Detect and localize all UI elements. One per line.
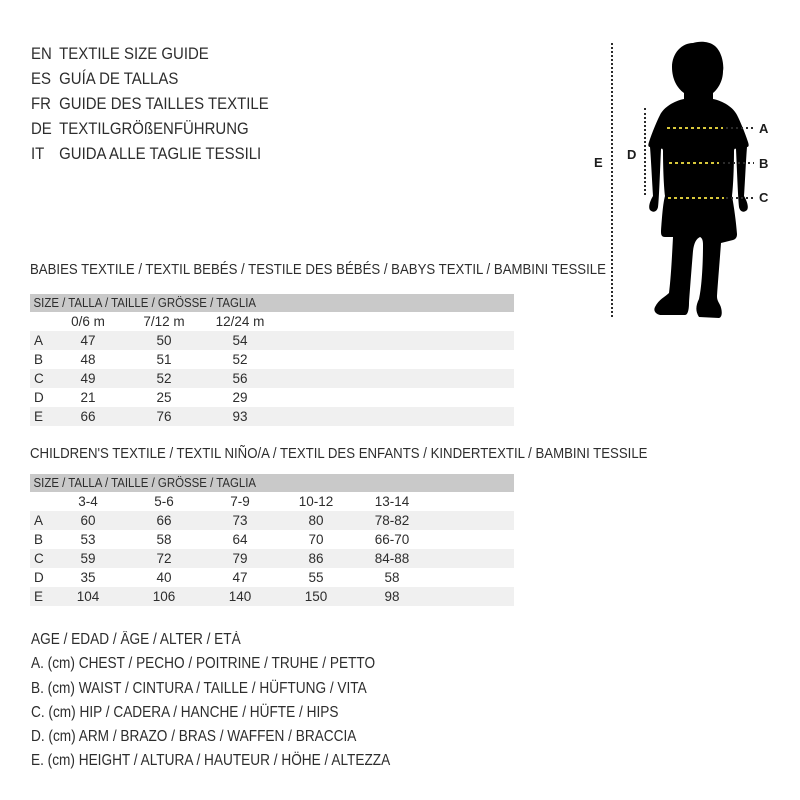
cell: 78-82: [374, 513, 410, 528]
corner-cell: [30, 312, 50, 331]
table-row-c: [30, 549, 514, 568]
language-guide-title: TEXTILGRÖßENFÜHRUNG: [59, 119, 249, 138]
waist-leader-dash-b: [723, 162, 754, 164]
chest-leader-dash-a: [726, 127, 754, 129]
legend-arm: D. (cm) ARM / BRAZO / BRAS / WAFFEN / BRACCIA: [31, 728, 357, 745]
language-code: IT: [31, 144, 45, 163]
column-header: 3-4: [78, 494, 98, 509]
cell: 73: [232, 513, 248, 528]
column-header-row: [30, 312, 514, 331]
measure-label-c: C: [759, 190, 769, 205]
cell: 72: [156, 551, 172, 566]
cell: 40: [156, 570, 172, 585]
cell: 54: [232, 333, 248, 348]
language-code: DE: [31, 119, 52, 138]
column-header: 7/12 m: [143, 314, 185, 329]
size-bar-label: SIZE / TALLA / TAILLE / GRÖSSE / TAGLIA: [33, 475, 257, 490]
cell: 76: [156, 409, 172, 424]
row-label: A: [34, 513, 44, 528]
column-header: 7-9: [230, 494, 250, 509]
measure-label-a: A: [759, 121, 769, 136]
row-label: B: [34, 352, 44, 367]
cell: 80: [308, 513, 324, 528]
height-measure-line-e: [611, 43, 613, 317]
language-code: EN: [31, 44, 52, 63]
size-bar-label: SIZE / TALLA / TAILLE / GRÖSSE / TAGLIA: [33, 295, 257, 310]
table-row-e: [30, 587, 514, 606]
cell: 52: [232, 352, 248, 367]
waist-measure-dash-b: [669, 162, 719, 164]
hip-measure-dash-c: [668, 197, 724, 199]
hip-leader-dash-c: [726, 197, 754, 199]
cell: 52: [156, 371, 172, 386]
cell: 66: [80, 409, 96, 424]
column-header-row: [30, 492, 514, 511]
child-silhouette-icon: [645, 41, 755, 318]
babies-section-title: BABIES TEXTILE / TEXTIL BEBÉS / TESTILE DES BÉBÉS / BABYS TEXTIL / BAMBINI TESSILE: [30, 261, 606, 278]
legend-hip: C. (cm) HIP / CADERA / HANCHE / HÜFTE / HIPS: [31, 704, 339, 721]
row-label: E: [34, 589, 44, 604]
table-row-b: [30, 350, 514, 369]
language-row: [31, 119, 249, 139]
column-header: 5-6: [154, 494, 174, 509]
row-label: D: [34, 390, 44, 405]
cell: 35: [80, 570, 96, 585]
language-guide-title: TEXTILE SIZE GUIDE: [59, 44, 209, 63]
measure-label-d: D: [627, 147, 637, 162]
cell: 58: [384, 570, 400, 585]
language-row: [31, 44, 209, 64]
table-row-e: [30, 407, 514, 426]
language-guide-title: GUIDA ALLE TAGLIE TESSILI: [59, 144, 262, 163]
column-header: 12/24 m: [215, 314, 265, 329]
children-size-table: [30, 474, 514, 606]
cell: 66-70: [374, 532, 410, 547]
table-row-a: [30, 511, 514, 530]
column-header: 0/6 m: [71, 314, 105, 329]
language-guide-title: GUIDE DES TAILLES TEXTILE: [59, 94, 269, 113]
cell: 150: [304, 589, 328, 604]
cell: 93: [232, 409, 248, 424]
children-section-title: CHILDREN'S TEXTILE / TEXTIL NIÑO/A / TEXTIL DES ENFANTS / KINDERTEXTIL / BAMBINI TESSILE: [30, 445, 648, 462]
column-header: 13-14: [374, 494, 410, 509]
cell: 50: [156, 333, 172, 348]
cell: 55: [308, 570, 324, 585]
cell: 49: [80, 371, 96, 386]
row-label: C: [34, 371, 44, 386]
arm-measure-line-d: [644, 108, 646, 195]
table-row-a: [30, 331, 514, 350]
row-label: E: [34, 409, 44, 424]
language-row: [31, 69, 178, 89]
row-label: C: [34, 551, 44, 566]
cell: 70: [308, 532, 324, 547]
legend-height: E. (cm) HEIGHT / ALTURA / HAUTEUR / HÖHE / ALTEZZA: [31, 752, 391, 769]
cell: 51: [156, 352, 172, 367]
babies-size-table: [30, 294, 514, 426]
language-guide-title: GUÍA DE TALLAS: [59, 69, 179, 88]
cell: 66: [156, 513, 172, 528]
language-row: [31, 94, 269, 114]
size-bar: [30, 474, 514, 492]
corner-cell: [30, 492, 50, 511]
language-row: [31, 144, 261, 164]
cell: 59: [80, 551, 96, 566]
legend-age: AGE / EDAD / ÂGE / ALTER / ETÀ: [31, 631, 241, 648]
row-label: A: [34, 333, 44, 348]
table-row-b: [30, 530, 514, 549]
cell: 60: [80, 513, 96, 528]
cell: 106: [152, 589, 176, 604]
legend-waist: B. (cm) WAIST / CINTURA / TAILLE / HÜFTUNG / VITA: [31, 680, 367, 697]
cell: 29: [232, 390, 248, 405]
cell: 64: [232, 532, 248, 547]
cell: 21: [80, 390, 96, 405]
cell: 25: [156, 390, 172, 405]
legend-chest: A. (cm) CHEST / PECHO / POITRINE / TRUHE / PETTO: [31, 655, 376, 672]
measure-label-e: E: [594, 155, 603, 170]
cell: 53: [80, 532, 96, 547]
cell: 48: [80, 352, 96, 367]
row-label: D: [34, 570, 44, 585]
cell: 47: [80, 333, 96, 348]
cell: 79: [232, 551, 248, 566]
table-row-d: [30, 568, 514, 587]
cell: 47: [232, 570, 248, 585]
cell: 56: [232, 371, 248, 386]
cell: 58: [156, 532, 172, 547]
cell: 98: [384, 589, 400, 604]
column-header: 10-12: [298, 494, 334, 509]
measure-label-b: B: [759, 156, 769, 171]
chest-measure-dash-a: [667, 127, 723, 129]
table-row-d: [30, 388, 514, 407]
row-label: B: [34, 532, 44, 547]
cell: 86: [308, 551, 324, 566]
language-code: ES: [31, 69, 51, 88]
table-row-c: [30, 369, 514, 388]
cell: 140: [228, 589, 252, 604]
language-code: FR: [31, 94, 51, 113]
cell: 104: [76, 589, 100, 604]
cell: 84-88: [374, 551, 410, 566]
size-bar: [30, 294, 514, 312]
